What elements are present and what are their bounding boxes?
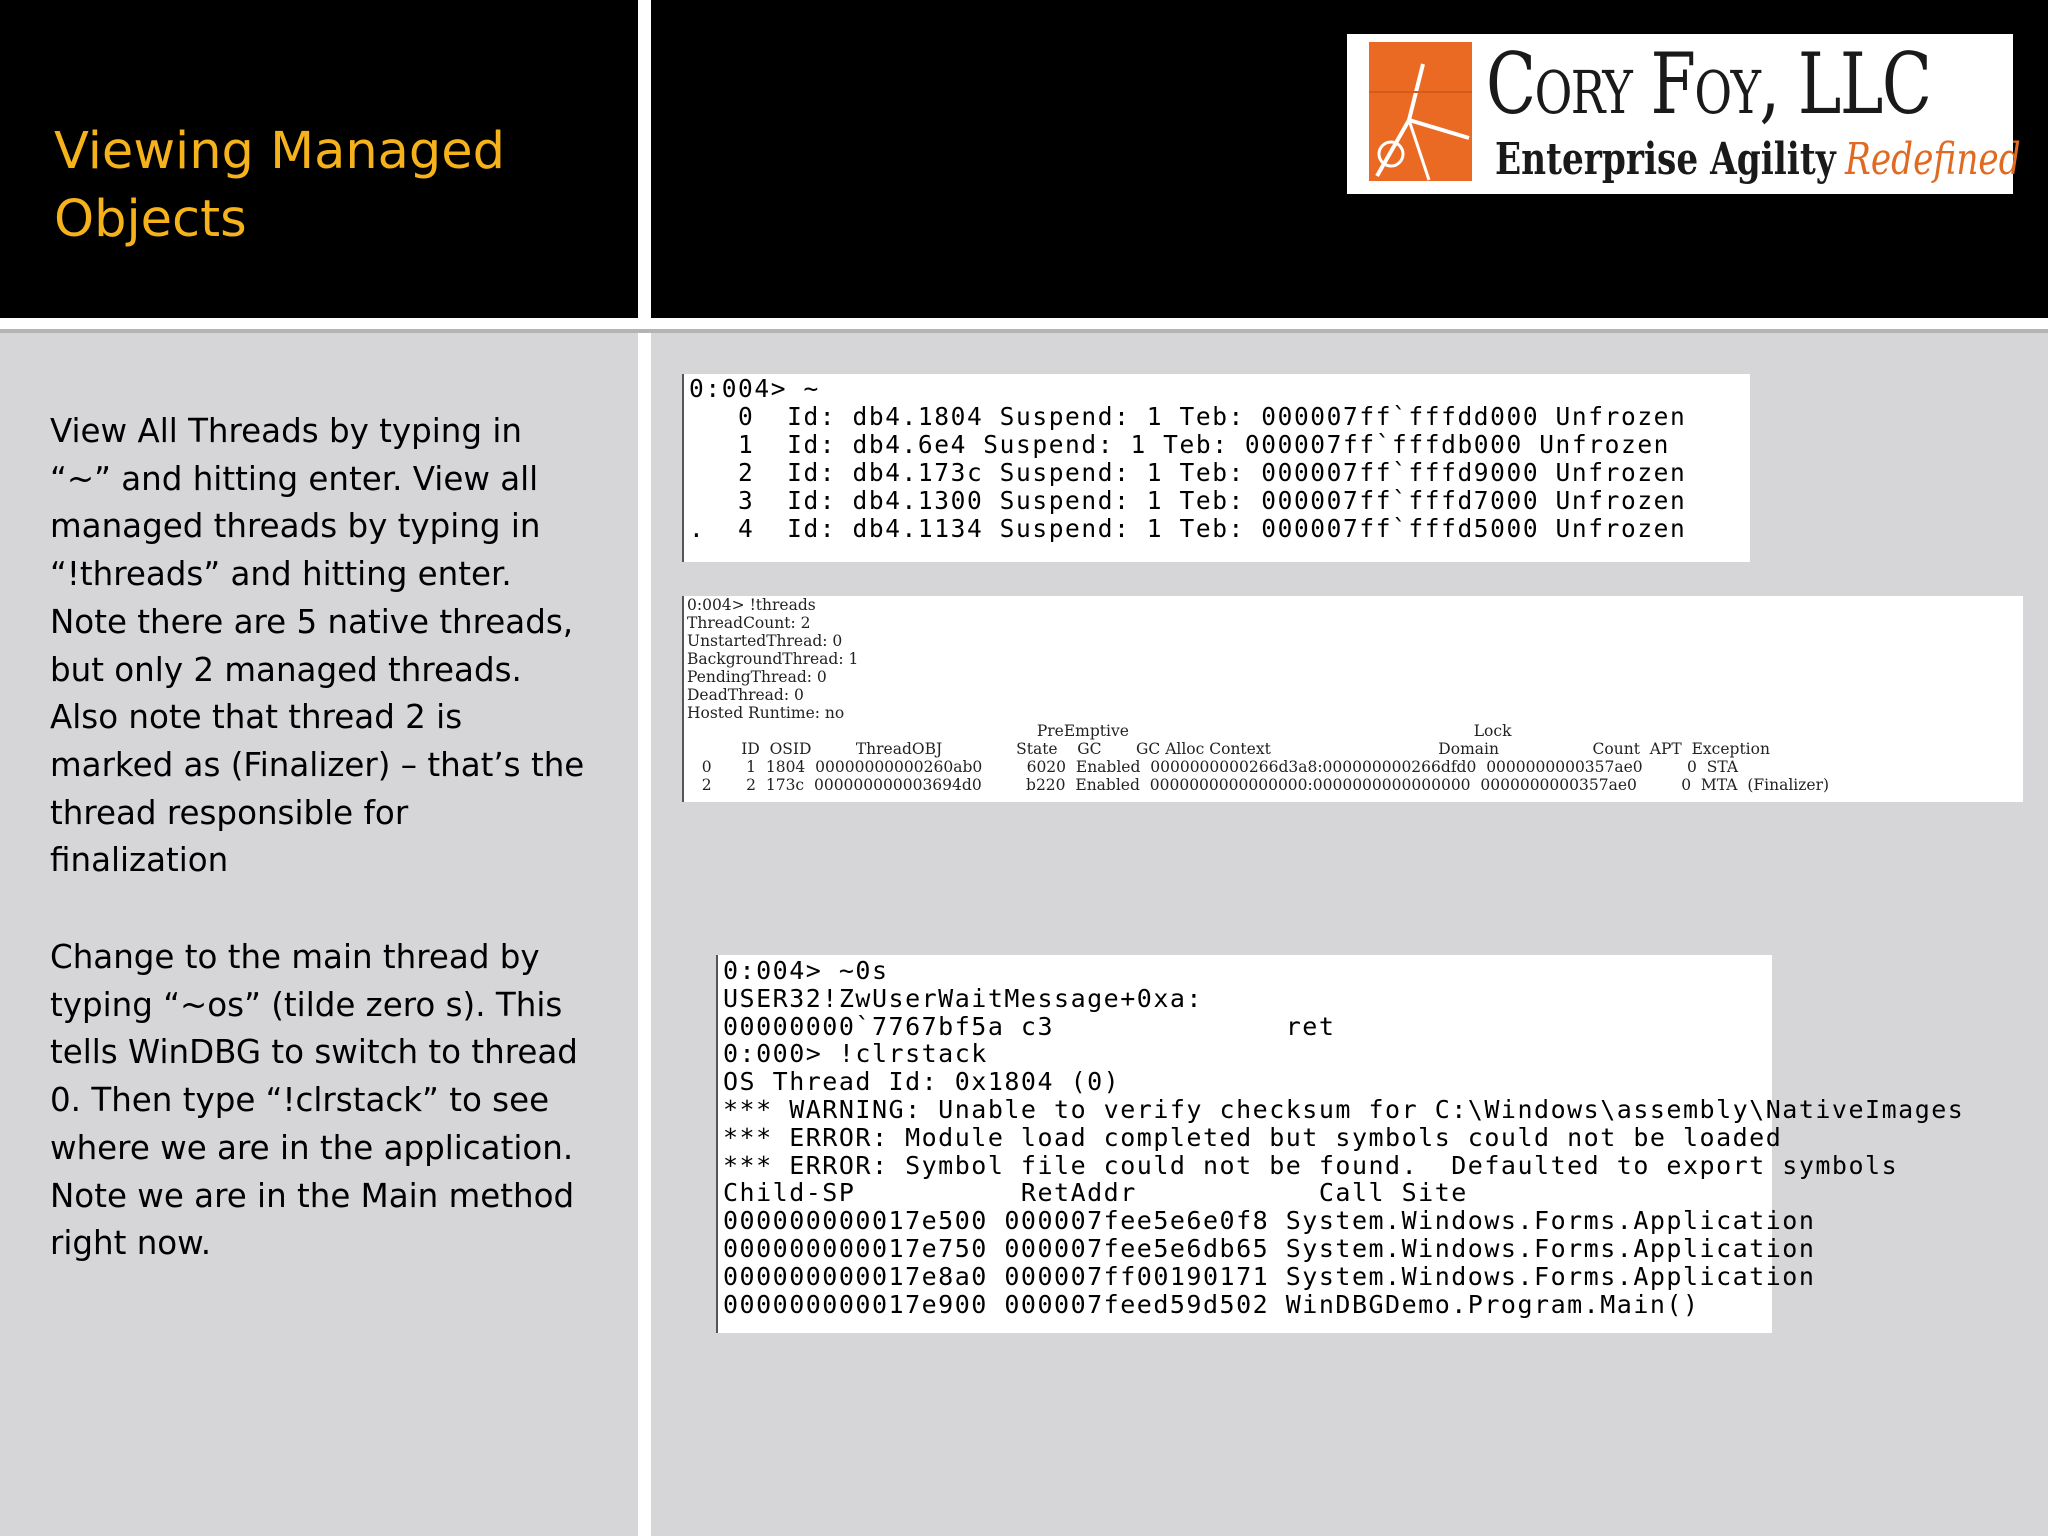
clrstack-screenshot [716, 955, 1965, 1333]
slide-title [54, 118, 614, 254]
threads-list-output: 0:004> ~ 0 Id: db4.1804 Suspend: 1 Teb: 000007ff`fffdd000 Unfrozen 1 Id: db4.6e4 Suspend: 1 Teb: 000007ff`fffdb000 Unfrozen 2 Id: db4.173c Suspend: 1 Teb: 000007ff`fffd9000 Unfrozen 3 Id: db4.1300 Suspend: 1 Teb: 000007ff`fffd7000 Unfrozen . 4 Id: db4.1134 Suspend: 1 Teb: 000007ff`fffd5000 Unfrozen [689, 374, 1687, 543]
slide-title-line2: Objects [54, 190, 247, 249]
clrstack-output: 0:004> ~0s USER32!ZwUserWaitMessage+0xa: 00000000`7767bf5a c3 ret 0:000> !clrstack OS Thread Id: 0x1804 (0) *** WARNING: Unable to verify checksum for C:\Windows\assembly\NativeImages *** ERROR: Module load completed but symbols could not be loaded *** ERROR: Symbol file could not be found. Defaulted to export symbols Child-SP RetAddr Call Site 000000000017e500 000007fee5e6e0f8 System.Windows.Forms.Application 000000000017e750 000007fee5e6db65 System.Windows.Forms.Application 000000000017e8a0 000007ff00190171 System.Windows.Forms.Application 000000000017e900 000007feed59d502 WinDBGDemo.Program.Main() [723, 956, 1965, 1319]
logo-company-name: Cory Foy, LLC [1486, 35, 1931, 133]
threads-list-screenshot [682, 374, 1750, 562]
managed-threads-screenshot [682, 596, 2023, 802]
logo-tagline-main: Enterprise Agility [1495, 134, 1836, 185]
divider-shadow [0, 329, 2048, 333]
vertical-divider [638, 0, 651, 1536]
logo-tagline-accent: Redefined [1845, 134, 2021, 185]
company-logo [1347, 34, 2021, 194]
instruction-paragraph-clrstack: Change to the main thread by typing “~os” (tilde zero s). This tells WinDBG to switch to thread 0. Then type “!clrstack” to see where we are in the application. Note we are in the Main method right now. [50, 938, 578, 1263]
managed-threads-output: 0:004> !threads ThreadCount: 2 UnstartedThread: 0 BackgroundThread: 1 PendingThread: 0 DeadThread: 0 Hosted Runtime: no PreEmptive Lock ID OSID ThreadOBJ State GC GC Alloc Context Domain Count APT Exception 0 1 1804 00000000000260ab0 6020 Enabled 0000000000266d3a8:000000000266dfd0 0000000000357ae0 0 STA 2 2 173c 000000000003694d0 b220 Enabled 0000000000000000:0000000000000000 0000000000357ae0 0 MTA (Finalizer) [687, 596, 1830, 794]
logo-mark-icon [1369, 42, 1472, 181]
logo-tagline [1495, 134, 2021, 186]
horizontal-divider [0, 318, 2048, 329]
slide-title-line1: Viewing Managed [54, 122, 506, 181]
instruction-paragraph-threads: View All Threads by typing in “~” and hitting enter. View all managed threads by typing in “!threads” and hitting enter. Note there are 5 native threads, but only 2 managed threads. Also note that thread 2 is marked as (Finalizer) – that’s the thread responsible for finalization [50, 412, 585, 880]
